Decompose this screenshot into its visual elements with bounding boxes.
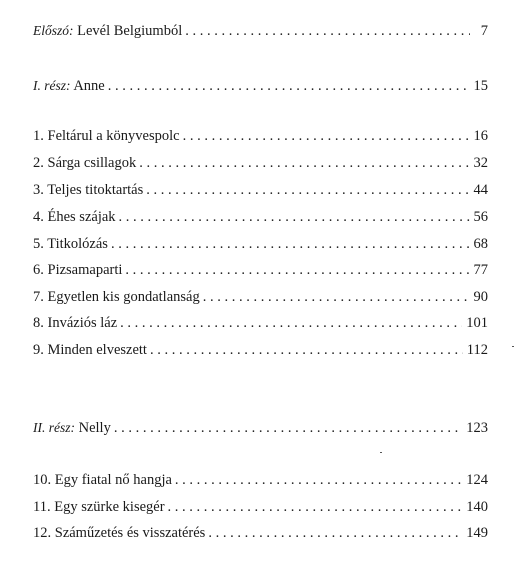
- toc-entry-page: 124: [466, 472, 488, 488]
- toc-entry-title: 7. Egyetlen kis gondatlanság: [33, 289, 200, 305]
- toc-entry-title: 4. Éhes szájak: [33, 209, 116, 225]
- toc-entry-chapter-2: [33, 153, 488, 173]
- toc-entry-page: 149: [466, 525, 488, 541]
- toc-entry-chapter-1: [33, 126, 488, 146]
- toc-entry-page: 90: [473, 289, 488, 305]
- toc-entry-title: 2. Sárga csillagok: [33, 155, 137, 171]
- toc-entry-page: 140: [466, 499, 488, 515]
- dot-leader: [208, 523, 462, 543]
- toc-entry-prefix: II. rész:: [33, 420, 75, 435]
- toc-entry-title: 11. Egy szürke kisegér: [33, 499, 165, 515]
- toc-entry-title: Levél Belgiumból: [77, 23, 183, 39]
- dot-leader: [175, 470, 462, 490]
- toc-entry-chapter-7: [33, 287, 488, 307]
- toc-entry-page: 56: [473, 209, 488, 225]
- toc-entry-page: 7: [480, 23, 488, 39]
- toc-entry-page: 101: [466, 315, 488, 331]
- toc-entry-page: 44: [473, 182, 488, 198]
- toc-entry-title: 12. Száműzetés és visszatérés: [33, 525, 206, 541]
- dot-leader: [119, 207, 470, 227]
- toc-entry-title: 8. Inváziós láz: [33, 315, 118, 331]
- toc-entry-part-2: [33, 418, 488, 438]
- toc-entry-label: [33, 21, 182, 41]
- toc-entry-chapter-9: [33, 340, 488, 360]
- toc-entry-label: [33, 418, 111, 438]
- toc-entry-page: 68: [473, 236, 488, 252]
- dot-leader: [185, 21, 470, 41]
- toc-entry-label: [33, 76, 105, 96]
- toc-entry-title: 6. Pizsamaparti: [33, 262, 123, 278]
- toc-entry-page: 123: [466, 420, 488, 436]
- toc-entry-title: Anne: [73, 78, 105, 94]
- dot-leader: [108, 76, 470, 96]
- toc-entry-page: 112: [466, 342, 488, 358]
- toc-entry-chapter-11: [33, 497, 488, 517]
- toc-entry-preface: [33, 21, 488, 41]
- toc-entry-chapter-8: [33, 313, 488, 333]
- dot-leader: [120, 313, 462, 333]
- dot-leader: [111, 234, 470, 254]
- toc-entry-chapter-4: [33, 207, 488, 227]
- toc-entry-title: 5. Titkolózás: [33, 236, 108, 252]
- dot-leader: [183, 126, 470, 146]
- toc-entry-title: 9. Minden elveszett: [33, 342, 147, 358]
- toc-entry-title: 1. Feltárul a könyvespolc: [33, 128, 180, 144]
- toc-entry-page: 16: [473, 128, 488, 144]
- toc-entry-chapter-6: [33, 260, 488, 280]
- dot-leader: [146, 180, 469, 200]
- dot-leader: [125, 260, 469, 280]
- dot-leader: [150, 340, 463, 360]
- toc-entry-prefix: Előszó:: [33, 23, 74, 38]
- scan-speck: [512, 346, 514, 347]
- toc-entry-chapter-5: [33, 234, 488, 254]
- toc-entry-page: 32: [473, 155, 488, 171]
- dot-leader: [114, 418, 462, 438]
- toc-entry-part-1: [33, 76, 488, 96]
- toc-entry-chapter-10: [33, 470, 488, 490]
- dot-leader: [168, 497, 463, 517]
- dot-leader: [203, 287, 470, 307]
- toc-entry-prefix: I. rész:: [33, 78, 71, 93]
- toc-entry-chapter-3: [33, 180, 488, 200]
- dot-leader: [139, 153, 469, 173]
- toc-entry-page: 15: [473, 78, 488, 94]
- toc-entry-chapter-12: [33, 523, 488, 543]
- scan-speck: [380, 452, 382, 453]
- toc-entry-title: 3. Teljes titoktartás: [33, 182, 144, 198]
- toc-entry-title: Nelly: [78, 420, 111, 436]
- toc-entry-title: 10. Egy fiatal nő hangja: [33, 472, 172, 488]
- toc-entry-page: 77: [473, 262, 488, 278]
